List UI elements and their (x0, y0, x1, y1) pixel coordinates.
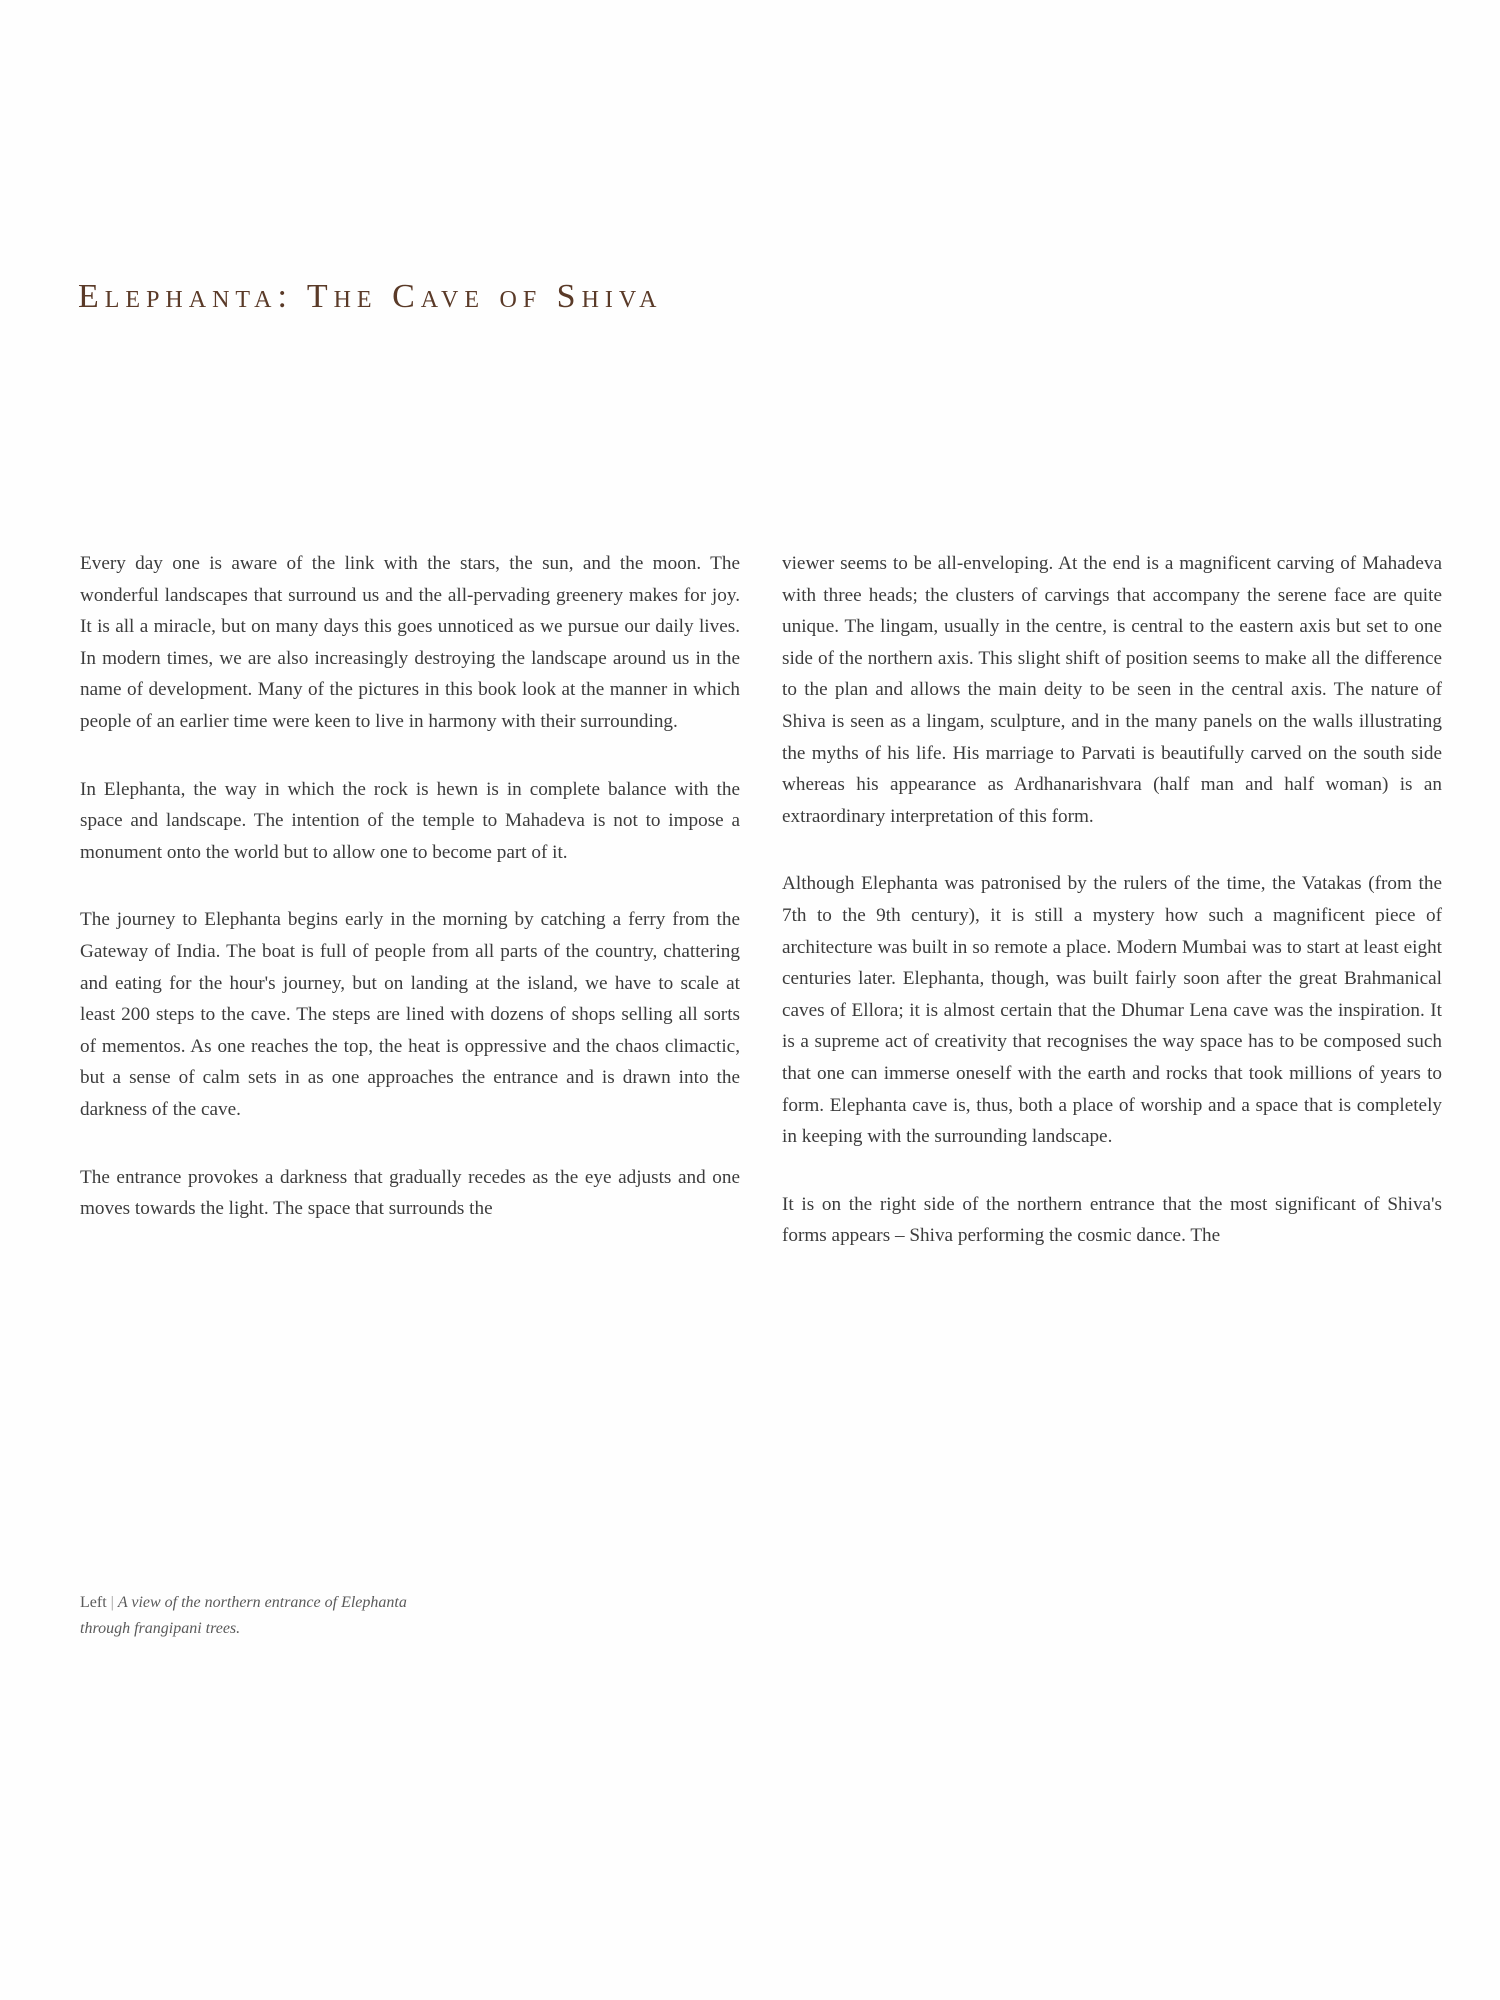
text-column-left (80, 548, 740, 1261)
paragraph: It is on the right side of the northern entrance that the most significant of Shiva's forms appears – Shiva performing the cosmic dance. The (782, 1193, 1442, 1247)
paragraph: Every day one is aware of the link with the stars, the sun, and the moon. The wonderful landscapes that surround us and the all-pervading greenery makes for joy. It is all a miracle, but on many days this goes unnoticed as we pursue our daily lives. In modern times, we are also increasingly destroying the landscape around us in the name of development. Many of the pictures in this book look at the manner in which people of an earlier time were keen to live in harmony with their surrounding. (80, 553, 740, 732)
image-caption (80, 1590, 440, 1642)
paragraph: In Elephanta, the way in which the rock is hewn is in complete balance with the space and landscape. The intention of the temple to Mahadeva is not to impose a monument onto the world but to allow one to become part of it. (80, 778, 740, 863)
page-title: Elephanta: The Cave of Shiva (78, 278, 663, 315)
caption-separator: | (110, 1594, 114, 1611)
paragraph: The journey to Elephanta begins early in the morning by catching a ferry from the Gateway of India. The boat is full of people from all parts of the country, chattering and eating for the hour's journey, but on landing at the island, we have to scale at least 200 steps to the cave. The steps are lined with dozens of shops selling all sorts of mementos. As one reaches the top, the heat is oppressive and the chaos climactic, but a sense of calm sets in as one approaches the entrance and is drawn into the darkness of the cave. (80, 909, 740, 1120)
paragraph: The entrance provokes a darkness that gradually recedes as the eye adjusts and one moves towards the light. The space that surrounds the (80, 1166, 740, 1220)
caption-label: Left (80, 1594, 107, 1611)
paragraph: viewer seems to be all-enveloping. At the end is a magnificent carving of Mahadeva with three heads; the clusters of carvings that accompany the serene face are quite unique. The lingam, usually in the centre, is central to the eastern axis but set to one side of the northern axis. This slight shift of position seems to make all the difference to the plan and allows the main deity to be seen in the central axis. The nature of Shiva is seen as a lingam, sculpture, and in the many panels on the walls illustrating the myths of his life. His marriage to Parvati is beautifully carved on the south side whereas his appearance as Ardhanarishvara (half man and half woman) is an extraordinary interpretation of this form. (782, 553, 1442, 827)
paragraph: Although Elephanta was patronised by the rulers of the time, the Vatakas (from the 7th to the 9th century), it is still a mystery how such a magnificent piece of architecture was built in so remote a place. Modern Mumbai was to start at least eight centuries later. Elephanta, though, was built fairly soon after the great Brahmanical caves of Ellora; it is almost certain that the Dhumar Lena cave was the inspiration. It is a supreme act of creativity that recognises the way space has to be composed such that one can immerse oneself with the earth and rocks that took millions of years to form. Elephanta cave is, thus, both a place of worship and a space that is completely in keeping with the surrounding landscape. (782, 873, 1442, 1148)
caption-text: A view of the northern entrance of Elephanta through frangipani trees. (80, 1594, 407, 1637)
text-column-right (782, 548, 1442, 1288)
